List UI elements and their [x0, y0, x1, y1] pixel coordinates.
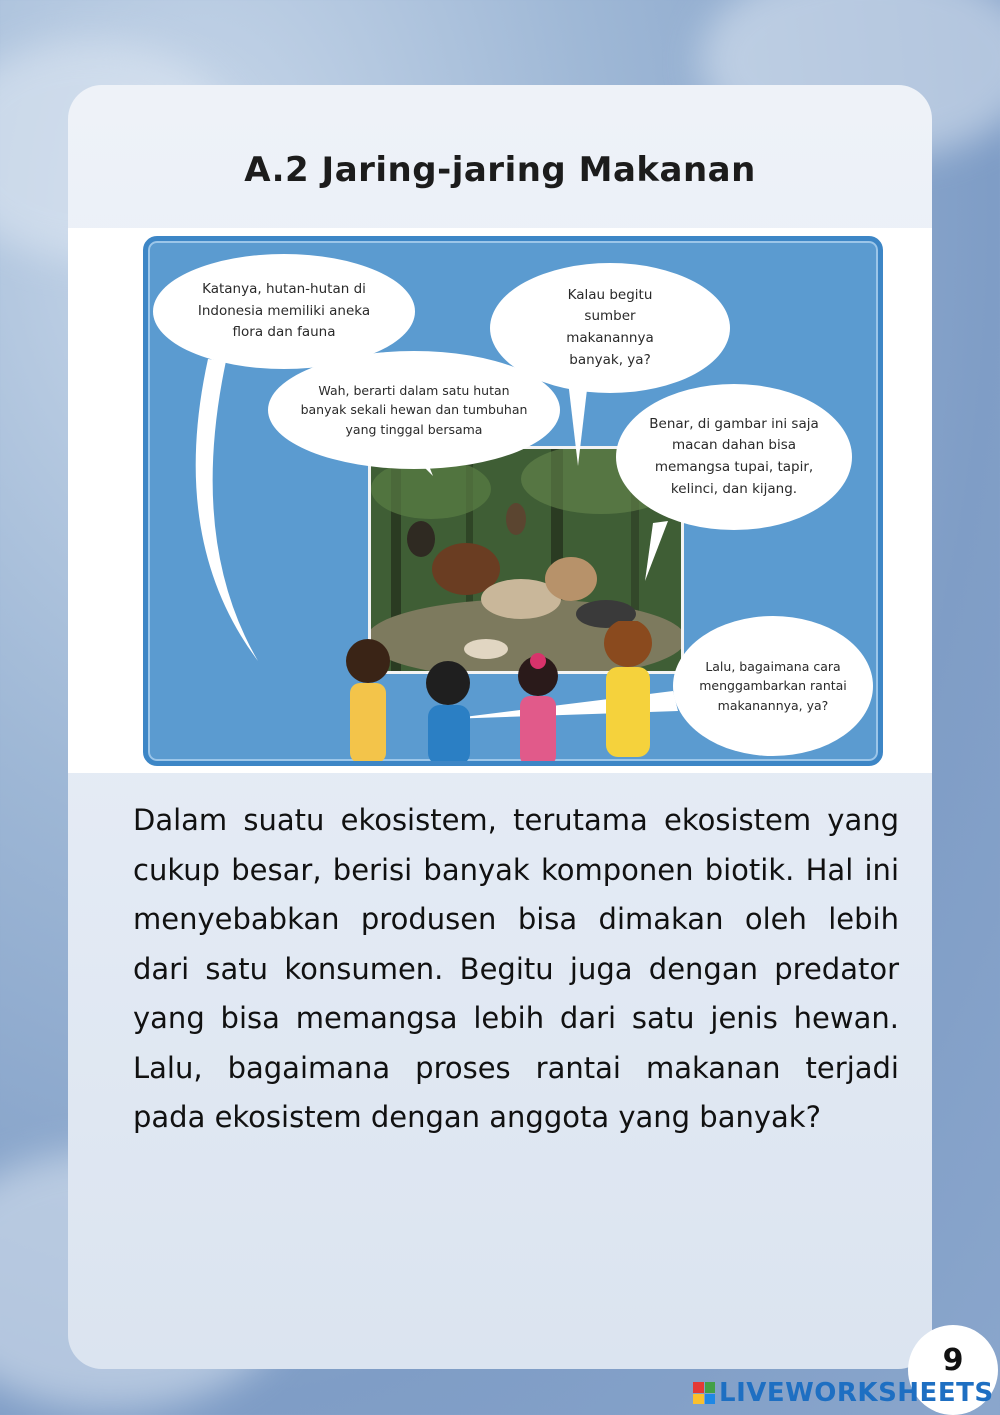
speech-bubble-1: Katanya, hutan-hutan di Indonesia memiliki aneka flora dan fauna [153, 254, 415, 369]
speech-bubble-3: Kalau begitu sumber makanannya banyak, ya? [490, 263, 730, 393]
speech-bubble-4: Benar, di gambar ini saja macan dahan bisa memangsa tupai, tapir, kelinci, dan kijang. [616, 384, 852, 530]
children-illustration [328, 621, 688, 761]
page-number: 9 [942, 1343, 964, 1378]
page-title: A.2 Jaring-jaring Makanan [244, 150, 756, 190]
liveworksheets-watermark [693, 1378, 994, 1408]
liveworksheets-text: LIVEWORKSHEETS [719, 1378, 994, 1408]
liveworksheets-logo-icon [693, 1382, 715, 1404]
illustration-panel [143, 236, 883, 766]
speech-bubble-2: Wah, berarti dalam satu hutan banyak sekali hewan dan tumbuhan yang tinggal bersama [268, 351, 560, 469]
body-paragraph: Dalam suatu ekosistem, terutama ekosistem yang cukup besar, berisi banyak komponen biotik. Hal ini menyebabkan produsen bisa dimakan oleh lebih dari satu konsumen. Begitu juga dengan predator yang bisa memangsa lebih dari satu jenis hewan. Lalu, bagaimana proses rantai makanan terjadi pada ekosistem dengan anggota yang banyak? [133, 803, 899, 1134]
speech-bubble-5: Lalu, bagaimana cara menggambarkan rantai makanannya, ya? [673, 616, 873, 756]
